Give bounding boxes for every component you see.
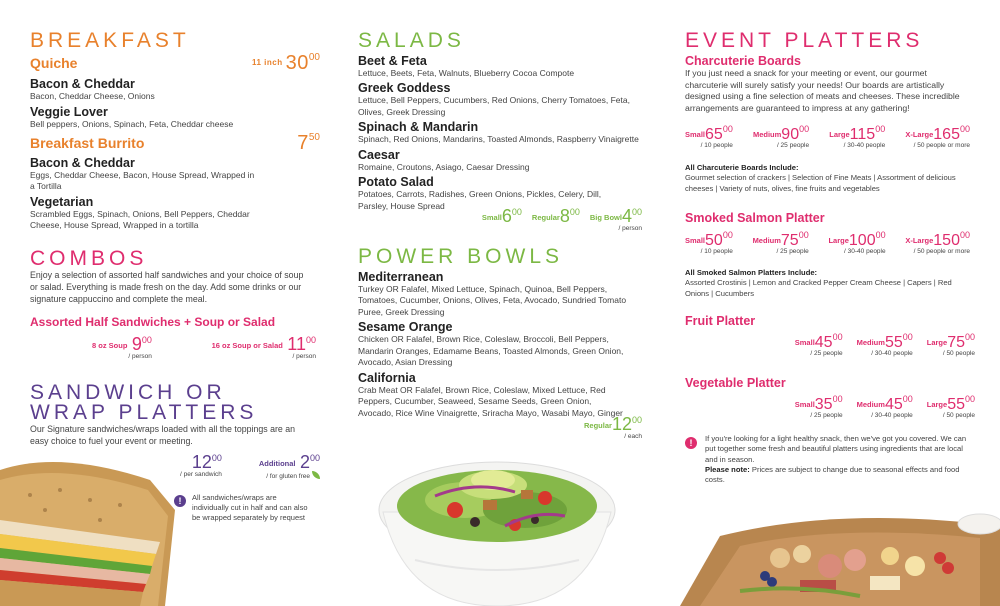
sandwich-info: All sandwiches/wraps are individually cut in half and can also be wrapped separately by request (192, 493, 308, 523)
price-medium: $Medium45^{00}$ / 30-40 people (856, 394, 913, 419)
menu-item-desc: Potatoes, Carrots, Radishes, Green Onions, Pickles, Celery, Dill, Parsley, House Spread (358, 189, 602, 211)
menu-item-desc: Eggs, Cheddar Cheese, Bacon, House Spread, Wrapped in a Tortilla (30, 170, 255, 192)
sandwich-price: $12^{00}$ / per sandwich (180, 452, 222, 478)
combos-subtitle: Assorted Half Sandwiches + Soup or Salad (30, 315, 276, 329)
menu-item-desc: Turkey OR Falafel, Mixed Lettuce, Spinach, Quinoa, Bell Peppers, Tomatoes, Cucumber, Onions, Olives, Feta, Avocado, Sundried Tomato Puree, Greek Dressing (358, 284, 627, 317)
salmon-includes: All Smoked Salmon Platters Include: Assorted Crostinis | Lemon and Cracked Pepper Cream Cheese | Capers | Red Onions | Cucumbers (685, 268, 952, 298)
burrito-price: $7^{50}$ (297, 132, 320, 154)
quiche-price: $^{11 inch}$ $30^{00}$ (252, 52, 320, 74)
price-medium: $Medium90^{00}$ / 25 people (752, 124, 810, 149)
breakfast-heading: BREAKFAST (30, 29, 190, 52)
leaf-icon (312, 471, 320, 479)
charcuterie-description: If you just need a snack for your meeting or event, our gourmet charcuterie will surely satisfy your needs! Our boards are artistically designed using a fine selection of meats and cheeses. These incredible arrangements are guaranteed to impress at any gathering! (685, 68, 960, 114)
salads-heading: SALADS (358, 29, 465, 52)
price-large: $Large115^{00}$ / 30-40 people (829, 124, 886, 149)
menu-item-name: Greek Goddess (358, 81, 451, 96)
price-medium: $Medium75^{00}$ / 25 people (752, 230, 809, 255)
menu-item-desc: Lettuce, Bell Peppers, Cucumbers, Red Onions, Cherry Tomatoes, Feta, Olives, Greek Dressing (358, 95, 630, 117)
charcuterie-includes: All Charcuterie Boards Include: Gourmet selection of crackers | Selection of Fine Meats | Assortment of delicious cheeses | Variety of nuts, olives, fine fruits and vegetables (685, 163, 956, 193)
menu-item-name: Vegetarian (30, 194, 94, 209)
price-large: $Large55^{00}$ / 50 people (926, 394, 975, 419)
burrito-items (30, 156, 260, 232)
power-bowls-heading: POWER BOWLS (358, 245, 564, 268)
bowls-list (358, 270, 633, 419)
price-xlarge: $X-Large150^{00}$ / 50 people or more (905, 230, 970, 255)
info-icon: ! (174, 495, 186, 507)
info-icon: ! (685, 437, 697, 449)
salad-prices (482, 206, 642, 232)
combo-price-soup-salad: 16 oz Soup or Salad $11^{00}$ / person (211, 334, 316, 360)
menu-item-desc: Lettuce, Beets, Feta, Walnuts, Blueberry Cocoa Compote (358, 68, 575, 78)
salmon-heading: Smoked Salmon Platter (685, 211, 825, 225)
menu-item-name: Beet & Feta (358, 54, 427, 68)
menu-item-name: Veggie Lover (30, 105, 108, 120)
quiche-items (30, 77, 320, 131)
salads-list (358, 54, 643, 212)
sandwich-photo (0, 450, 175, 606)
menu-item-name: Bacon & Cheddar (30, 77, 135, 91)
burrito-heading: Breakfast Burrito (30, 135, 145, 151)
charcuterie-photo (680, 496, 1000, 606)
event-platters-heading: EVENT PLATTERS (685, 29, 924, 52)
price-small: $Small65^{00}$ / 10 people (685, 124, 733, 149)
fruit-prices (795, 332, 975, 357)
salad-price-small: $Small6^{00}$ (481, 206, 522, 226)
vegetable-prices (795, 394, 975, 419)
charcuterie-prices (685, 124, 970, 149)
menu-item-name: Spinach & Mandarin (358, 120, 479, 135)
menu-item-desc: Spinach, Red Onions, Mandarins, Toasted Almonds, Raspberry Vinaigrette (358, 134, 639, 145)
event-info: If you're looking for a light healthy snack, then we've got you covered. We can put together some fresh and beautiful platters using ingredients that are local and in season. Please note: Prices are subject to change due to seasonal effects and food costs. (705, 434, 967, 484)
combos-heading: COMBOS (30, 247, 148, 270)
quiche-heading: Quiche (30, 55, 78, 71)
price-large: $Large75^{00}$ / 50 people (926, 332, 975, 357)
fruit-platter-heading: Fruit Platter (685, 314, 756, 328)
menu-item-name: Sesame Orange (358, 320, 453, 335)
menu-item-desc: Scrambled Eggs, Spinach, Onions, Bell Peppers, Cheddar Cheese, House Spread, Wrapped in a tortilla (30, 208, 250, 231)
price-small: $Small35^{00}$ / 25 people (794, 394, 843, 419)
price-xlarge: $X-Large165^{00}$ / 50 people or more (905, 124, 970, 149)
menu-item-name: Bacon & Cheddar (30, 156, 135, 170)
combos-description: Enjoy a selection of assorted half sandwiches and your choice of soup or salad. Everything is made fresh on the day. Add some drinks or our signature cappuccino and complete the meal. (30, 270, 304, 304)
menu-item-name: Potato Salad (358, 175, 434, 190)
sandwich-heading-line1: SANDWICH OR (30, 381, 226, 404)
salad-price-big-bowl: Big $Bowl4^{00}$ / person (589, 206, 642, 232)
menu-item-desc: Bacon, Cheddar Cheese, Onions (30, 91, 155, 101)
salad-bowl-photo (375, 430, 620, 606)
gluten-free-price: Additional $2^{00}$ / for gluten free (258, 452, 320, 480)
menu-item-name: Caesar (358, 147, 400, 162)
price-small: $Small45^{00}$ / 25 people (794, 332, 843, 357)
vegetable-platter-heading: Vegetable Platter (685, 376, 786, 390)
menu-item-desc: Chicken OR Falafel, Brown Rice, Coleslaw, Broccoli, Bell Peppers, Mandarin Oranges, Edamame Beans, Toasted Almonds, Green Onion, Avocado, Asian Dressing (358, 334, 624, 368)
charcuterie-heading: Charcuterie Boards (685, 54, 802, 68)
menu-item-desc: Bell peppers, Onions, Spinach, Feta, Cheddar cheese (30, 119, 234, 130)
menu-item-desc: Crab Meat OR Falafel, Brown Rice, Coleslaw, Mixed Lettuce, Red Peppers, Cucumber, Seaweed, Sesame Seeds, Green Onion, Avocado, Rice Wine Vinaigrette, Sriracha Mayo, Wasabi Mayo, Ginger (358, 384, 623, 418)
salmon-prices (685, 230, 970, 255)
menu-item-name: Mediterranean (358, 270, 444, 284)
sandwich-heading-line2: WRAP PLATTERS (30, 401, 258, 424)
price-medium: $Medium55^{00}$ / 30-40 people (856, 332, 913, 357)
menu-item-name: California (358, 370, 416, 385)
sandwich-description: Our Signature sandwiches/wraps loaded with all the toppings are an easy choice to fuel your event or meeting. (30, 424, 296, 446)
bowl-price: $Regular12^{00}$ / each (584, 414, 642, 440)
menu-item-desc: Romaine, Croutons, Asiago, Caesar Dressing (358, 161, 530, 172)
combo-price-soup: 8 oz Soup $9^{00}$ / person (92, 334, 152, 360)
price-large: $Large100^{00}$ / 30-40 people (828, 230, 886, 255)
salad-price-regular: $Regular8^{00}$ (531, 206, 580, 226)
price-small: $Small50^{00}$ / 10 people (685, 230, 733, 255)
